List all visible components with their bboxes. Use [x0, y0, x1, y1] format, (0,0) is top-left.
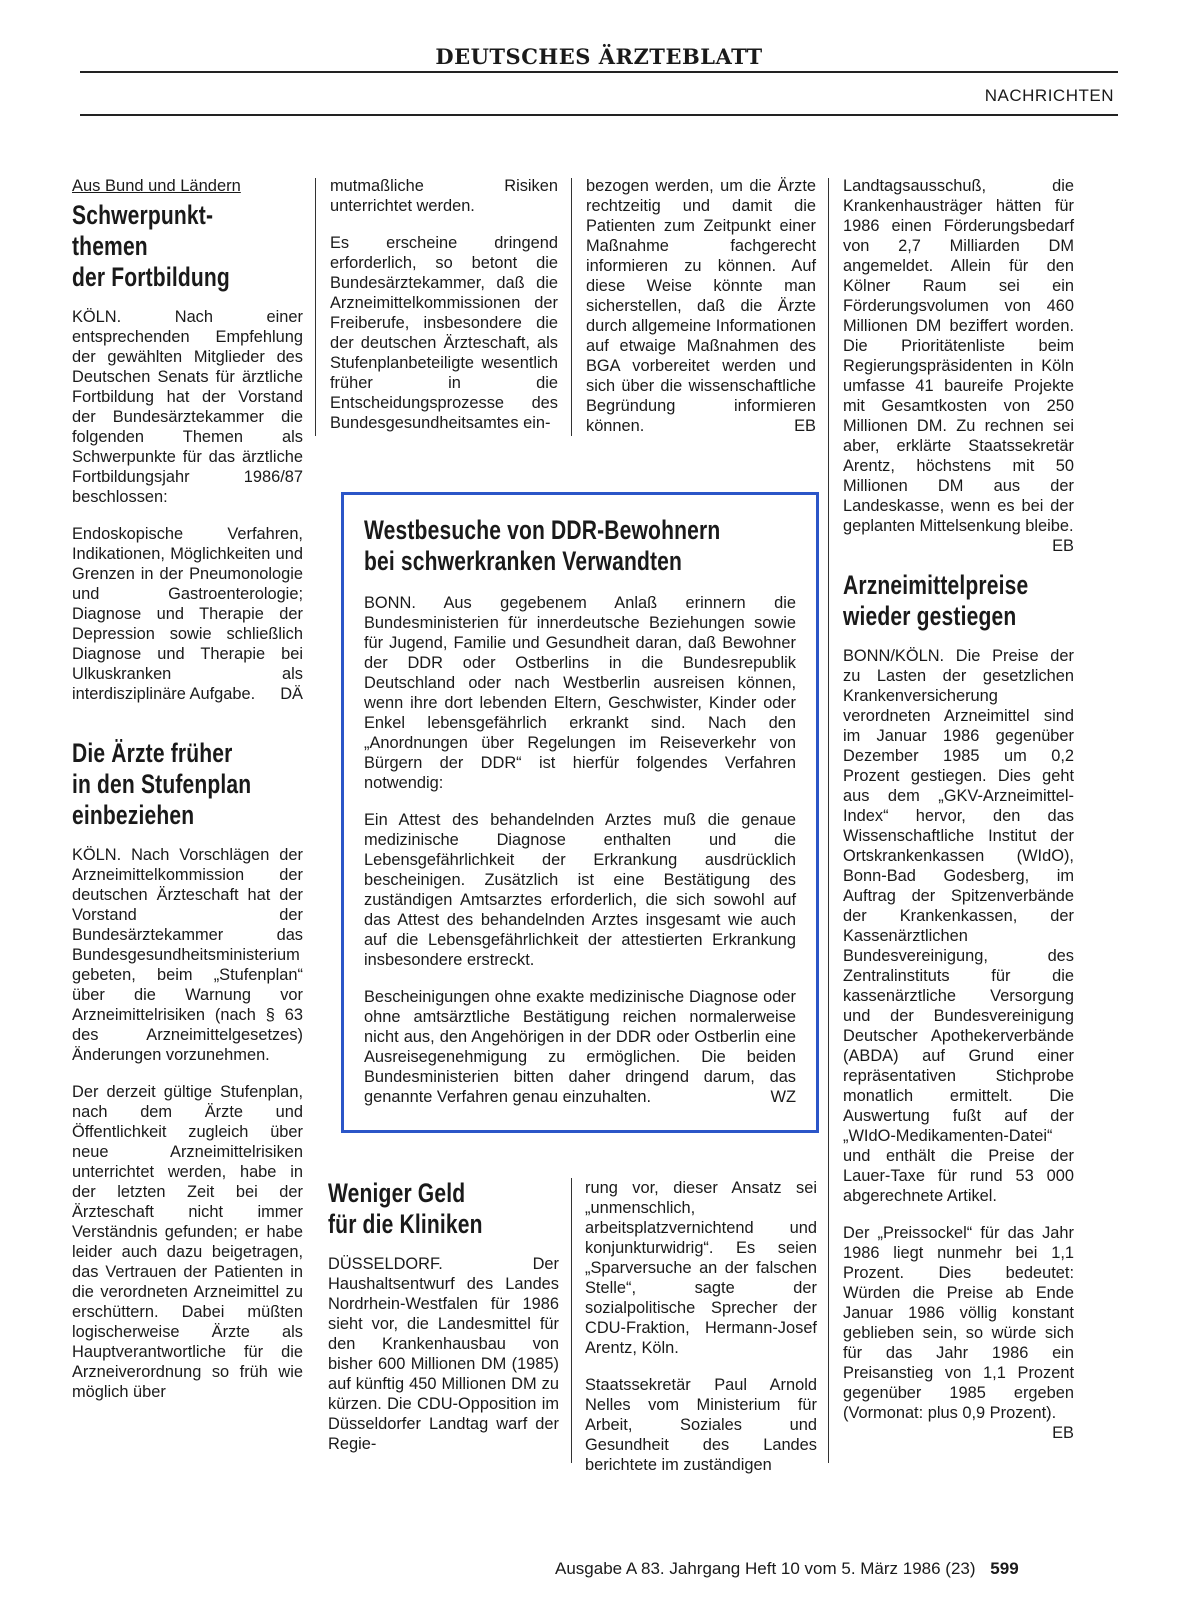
headline-line: Schwerpunkt-	[72, 200, 214, 230]
headline-line: Arzneimittelpreise	[843, 570, 1029, 600]
author-signature: EB	[1052, 1424, 1074, 1442]
header-rule-top	[80, 71, 1118, 73]
article-paragraph: Der derzeit gültige Stufenplan, nach dem Ärzte und Öffentlichkeit zugleich über neue Arzneimittelrisiken unterrichtet werden, habe in der letzten Zeit bei der Ärzteschaft nicht immer Verständnis gefunden; er habe leider auch dazu beigetragen, das Vertrauen der Patienten in die verordneten Arzneimittel zu erschüttern. Dabei müßten logischerweise Ärzte als Hauptverantwortliche für die Arzneiverordnung so früh wie möglich über	[72, 1083, 303, 1401]
headline-westbesuche	[364, 515, 721, 577]
headline-kliniken	[328, 1178, 508, 1240]
headline-line: bei schwerkranken Verwandten	[364, 546, 683, 576]
headline-stufenplan	[72, 738, 252, 831]
column-divider	[828, 178, 829, 1463]
headline-line: wieder gestiegen	[843, 601, 1017, 631]
headline-line: Die Ärzte früher	[72, 738, 233, 768]
issue-info: Ausgabe A 83. Jahrgang Heft 10 vom 5. März 1986 (23)	[555, 1559, 976, 1578]
article-paragraph: rung vor, dieser Ansatz sei „unmenschlich, arbeitsplatzvernichtend und konjunkturwidrig“. Es seien „Sparversuche an der falschen Stelle“, sagte der sozialpolitische Sprecher der CDU-Fraktion, Hermann-Josef Arentz, Köln.	[585, 1179, 817, 1357]
article-paragraph	[72, 524, 303, 704]
column-4	[843, 176, 1074, 1443]
section-label: NACHRICHTEN	[984, 86, 1114, 105]
headline-fortbildung	[72, 200, 252, 293]
journal-masthead: DEUTSCHES ÄRZTEBLATT	[435, 44, 763, 69]
column-3	[586, 176, 816, 453]
article-paragraph: Staatssekretär Paul Arnold Nelles vom Ministerium für Arbeit, Soziales und Gesundheit des Landes berichtete im zuständigen	[585, 1376, 817, 1474]
article-paragraph: Ein Attest des behandelnden Arztes muß die genaue medizinische Diagnose enthalten und die Lebensgefährlichkeit der Erkrankung ausdrücklich bescheinigen. Zusätzlich ist eine Bestätigung des zuständigen Amtsarztes erforderlich, die sich sowohl auf das Attest des behandelnden Arztes insgesamt wie auch auf die Lebensgefährlichkeit der attestierten Erkrankung insbesondere erstreckt.	[364, 811, 796, 969]
author-signature: EB	[1052, 537, 1074, 555]
paragraph-text: Der „Preissockel“ für das Jahr 1986 liegt nunmehr bei 1,1 Prozent. Dies bedeutet: Würden die Preise ab Ende Januar 1986 völlig konstant geblieben sein, so würde sich für das Jahr 1986 ein Preisanstieg von 1,1 Prozent gegenüber 1985 ergeben (Vormonat: plus 0,9 Prozent).	[843, 1224, 1074, 1422]
rubric-kicker: Aus Bund und Ländern	[72, 177, 241, 195]
boxed-article	[341, 492, 819, 1133]
article-paragraph	[364, 987, 796, 1107]
article-paragraph: mutmaßliche Risiken unterrichtet werden.	[330, 177, 558, 215]
article-paragraph: BONN. Aus gegebenem Anlaß erinnern die Bundesministerien für innerdeutsche Beziehungen sowie für Jugend, Familie und Gesundheit daran, daß Bewohner der DDR oder Ostberlins in die Bundesrepublik Deutschland oder nach Westberlin ausreisen können, wenn ihre dort lebenden Eltern, Geschwister, Kinder oder Enkel lebensgefährlich erkrankt sind. Nach den „Anordnungen über Regelungen im Reiseverkehr von Bürgern der DDR“ ist hierfür folgendes Verfahren notwendig:	[364, 594, 796, 792]
column-1	[72, 176, 303, 1419]
headline-arzneimittelpreise	[843, 570, 1029, 632]
headline-line: in den Stufenplan	[72, 769, 252, 799]
headline-line: Westbesuche von DDR-Bewohnern	[364, 515, 721, 545]
article-paragraph: KÖLN. Nach Vorschlägen der Arzneimittelkommission der deutschen Ärzteschaft hat der Vorstand der Bundesärztekammer das Bundesgesundheitsministerium gebeten, beim „Stufenplan“ über die Warnung vor Arzneimittelrisiken (nach § 63 des Arzneimittelgesetzes) Änderungen vorzunehmen.	[72, 846, 303, 1064]
kliniken-column-b	[585, 1178, 817, 1492]
article-paragraph	[843, 176, 1074, 555]
author-signature: DÄ	[280, 685, 303, 703]
column-divider	[571, 178, 572, 436]
headline-line: Weniger Geld	[328, 1178, 466, 1208]
headline-line: themen	[72, 231, 148, 261]
paragraph-text: bezogen werden, um die Ärzte rechtzeitig und damit die Patienten zum Zeitpunkt einer Maßnahme fachgerecht informieren zu können. Auf diese Weise könnte man sicherstellen, daß die Ärzte durch allgemeine Informationen auf etwaige Maßnahmen des BGA vorbereitet werden und sich über die wissenschaftliche Begründung informieren können.	[586, 177, 816, 435]
header-rule-bottom	[80, 114, 1118, 116]
paragraph-text: Bescheinigungen ohne exakte medizinische Diagnose oder ohne amtsärztliche Bestätigung reichen normalerweise nicht aus, den Angehörigen in der DDR oder Ostberlin eine Ausreisegenehmigung zu ermöglichen. Die beiden Bundesministerien bitten daher dringend darum, das genannte Verfahren genau einzuhalten.	[364, 988, 796, 1106]
paragraph-text: Endoskopische Verfahren, Indikationen, Möglichkeiten und Grenzen in der Pneumonologie und Gastroenterologie; Diagnose und Therapie der Depression sowie schließlich Diagnose und Therapie bei Ulkuskranken als interdisziplinäre Aufgabe.	[72, 525, 303, 703]
page-number: 599	[990, 1559, 1019, 1578]
kliniken-column-a	[328, 1178, 559, 1471]
author-signature: EB	[794, 417, 816, 435]
author-signature: WZ	[770, 1088, 796, 1106]
article-paragraph: Es erscheine dringend erforderlich, so betont die Bundesärztekammer, daß die Arzneimittelkommissionen der Freiberufe, insbesondere die der deutschen Ärzteschaft, als Stufenplanbeteiligte wesentlich früher in die Entscheidungsprozesse des Bundesgesundheitsamtes ein-	[330, 234, 558, 432]
page-footer	[555, 1559, 1019, 1579]
column-divider	[315, 178, 316, 436]
column-divider	[571, 1178, 572, 1463]
headline-line: für die Kliniken	[328, 1209, 483, 1239]
article-paragraph	[843, 1223, 1074, 1442]
article-paragraph: KÖLN. Nach einer entsprechenden Empfehlung der gewählten Mitglieder des Deutschen Senats für ärztliche Fortbildung hat der Vorstand der Bundesärztekammer die folgenden Themen als Schwerpunkte für das ärztliche Fortbildungsjahr 1986/87 beschlossen:	[72, 308, 303, 506]
article-paragraph: DÜSSELDORF. Der Haushaltsentwurf des Landes Nordrhein-Westfalen für 1986 sieht vor, die Landesmittel für den Krankenhausbau von bisher 600 Millionen DM (1985) auf künftig 450 Millionen DM zu kürzen. Die CDU-Opposition im Düsseldorfer Landtag warf der Regie-	[328, 1255, 559, 1453]
paragraph-text: Landtagsausschuß, die Krankenhausträger hätten für 1986 einen Förderungsbedarf von 2,7 Milliarden DM angemeldet. Allein für den Kölner Raum sei ein Förderungsvolumen von 460 Millionen DM beziffert worden. Die Prioritätenliste beim Regierungspräsidenten in Köln umfasse 41 baureife Projekte mit Gesamtkosten von 250 Millionen DM. Zu rechnen sei aber, erklärte Staatssekretär Arentz, höchstens mit 50 Millionen DM aus der Landeskasse, wenn es bei der geplanten Mittelsenkung bleibe.	[843, 177, 1074, 535]
column-2	[330, 176, 558, 450]
headline-line: einbeziehen	[72, 800, 195, 830]
headline-line: der Fortbildung	[72, 262, 230, 292]
article-paragraph: BONN/KÖLN. Die Preise der zu Lasten der gesetzlichen Krankenversicherung verordneten Arzneimittel sind im Januar 1986 gegenüber Dezember 1985 um 0,2 Prozent gestiegen. Dies geht aus dem „GKV-Arzneimittel-Index“ hervor, den das Wissenschaftliche Institut der Ortskrankenkassen (WIdO), Bonn-Bad Godesberg, im Auftrag der Spitzenverbände der Krankenkassen, der Kassenärztlichen Bundesvereinigung, des Zentralinstituts für die kassenärztliche Versorgung und der Bundesvereinigung Deutscher Apothekerverbände (ABDA) auf Grund einer repräsentativen Stichprobe monatlich ermittelt. Die Auswertung fußt auf der „WIdO-Medikamenten-Datei“ und enthält die Preise der Lauer-Taxe für rund 53 000 abgerechnete Artikel.	[843, 647, 1074, 1205]
article-paragraph	[586, 176, 816, 436]
